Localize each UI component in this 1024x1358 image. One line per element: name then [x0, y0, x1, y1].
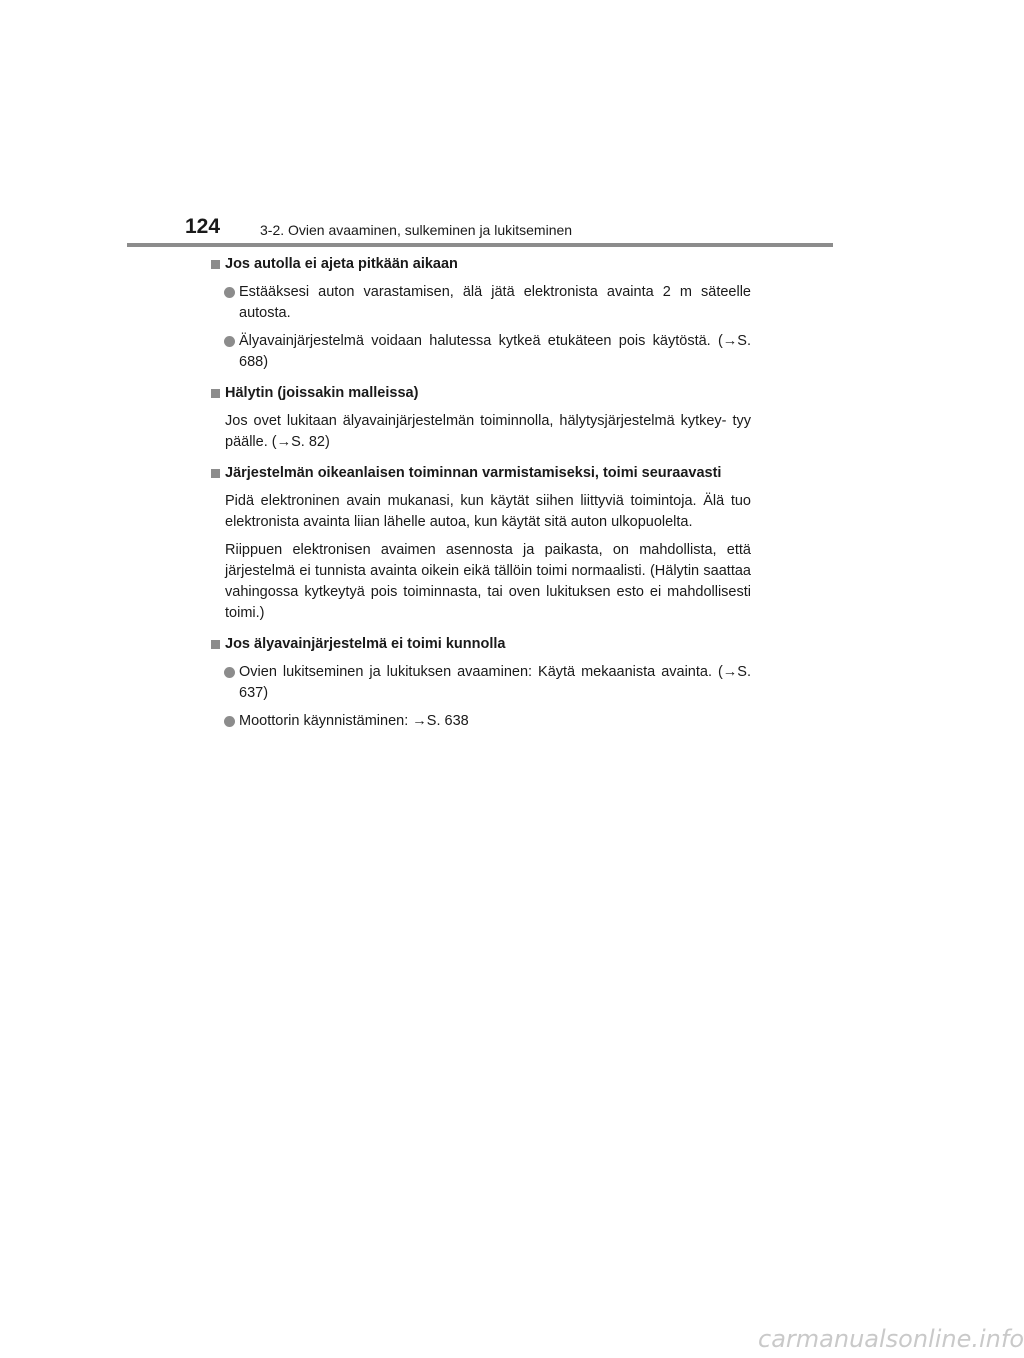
header-divider [127, 243, 833, 247]
section-title-text: Hälytin (joissakin malleissa) [225, 385, 419, 401]
square-bullet-icon [211, 640, 220, 649]
section-title [211, 634, 751, 655]
section-title [211, 254, 751, 275]
section-title-text: Jos älyavainjärjestelmä ei toimi kunnolla [225, 636, 506, 652]
list-item [211, 711, 751, 732]
section-title-text: Jos autolla ei ajeta pitkään aikaan [225, 256, 458, 272]
section-long-storage [211, 254, 751, 373]
section-title [211, 383, 751, 404]
list-item-text: Ovien lukitseminen ja lukituksen avaaminen: Käytä mekaanista avainta. (→S. 637) [239, 664, 751, 701]
list-item [211, 282, 751, 324]
list-item [211, 331, 751, 373]
section-alarm [211, 383, 751, 453]
page-content [211, 254, 751, 739]
paragraph: Jos ovet lukitaan älyavainjärjestelmän toiminnolla, hälytysjärjestelmä kytkey- tyy päälle. (→S. 82) [225, 413, 751, 450]
section-proper-operation [211, 463, 751, 624]
circle-bullet-icon [224, 667, 235, 678]
watermark-logo: carmanualsonline.info [758, 1325, 1024, 1353]
section-malfunction [211, 634, 751, 732]
paragraph: Riippuen elektronisen avaimen asennosta ja paikasta, on mahdollista, että järjestelmä ei tunnista avainta oikein eikä tällöin toimi normaalisti. (Hälytin saattaa vahingossa kytkeytyä pois toiminnasta, tai oven lukituksen esto ei mahdollisesti toimi.) [225, 542, 751, 621]
section-title-text: Järjestelmän oikeanlaisen toiminnan varmistamiseksi, toimi seuraavasti [225, 465, 722, 481]
list-item-text: Älyavainjärjestelmä voidaan halutessa kytkeä etukäteen pois käytöstä. (→S. 688) [239, 333, 751, 370]
chapter-title: 3-2. Ovien avaaminen, sulkeminen ja lukitseminen [260, 222, 573, 238]
circle-bullet-icon [224, 287, 235, 298]
section-title [211, 463, 751, 484]
square-bullet-icon [211, 260, 220, 269]
list-item-text: Estääksesi auton varastamisen, älä jätä elektronista avainta 2 m säteelle autosta. [239, 284, 751, 321]
list-item-text: Moottorin käynnistäminen: →S. 638 [239, 713, 469, 729]
circle-bullet-icon [224, 716, 235, 727]
square-bullet-icon [211, 469, 220, 478]
page-number: 124 [185, 215, 221, 238]
list-item [211, 662, 751, 704]
square-bullet-icon [211, 389, 220, 398]
circle-bullet-icon [224, 336, 235, 347]
paragraph: Pidä elektroninen avain mukanasi, kun käytät siihen liittyviä toimintoja. Älä tuo elektronista avainta liian lähelle autoa, kun käytät sitä auton ulkopuolelta. [225, 493, 751, 530]
